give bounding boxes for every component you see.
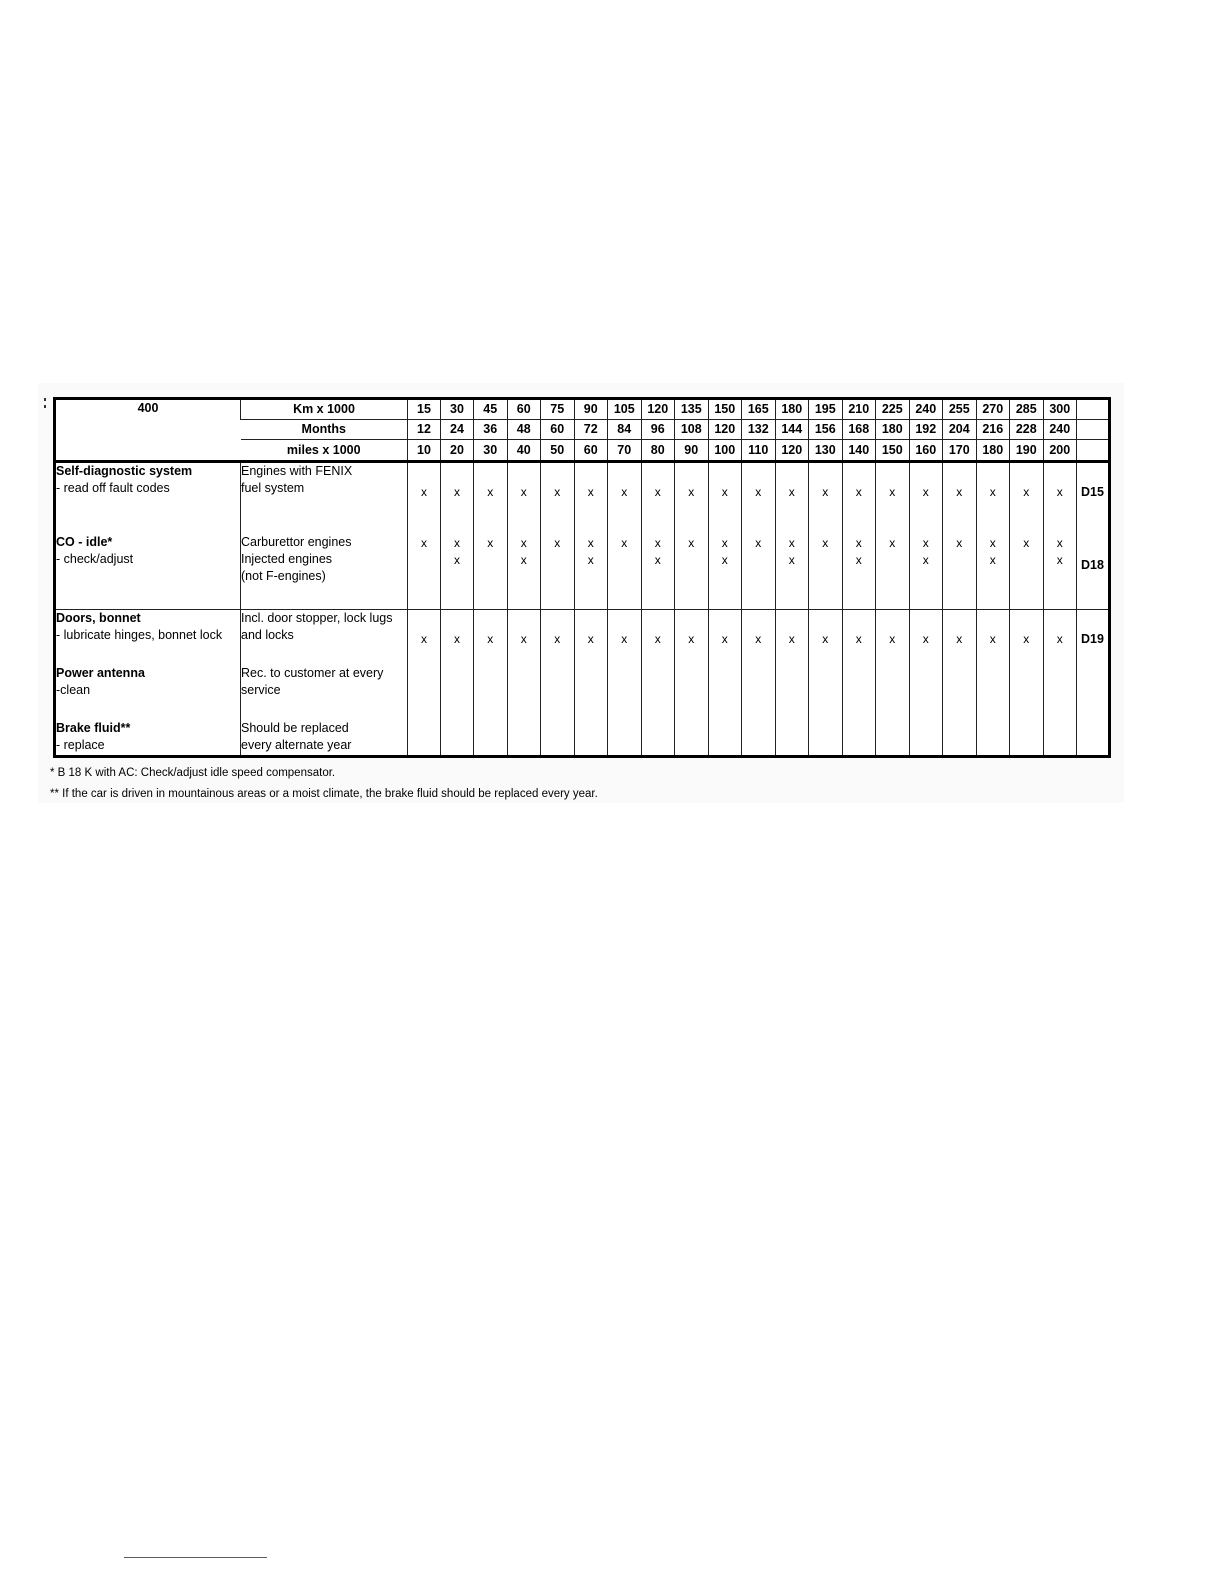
fenix-mark: x: [688, 485, 695, 499]
km-interval: 225: [876, 399, 910, 420]
fenix-mark: x: [454, 485, 460, 499]
carburettor-mark: x: [421, 536, 427, 550]
fenix-mark: x: [1056, 485, 1063, 499]
fenix-mark: x: [621, 485, 628, 499]
months-axis-label: Months: [241, 420, 408, 440]
condition-line: Incl. door stopper, lock lugs: [241, 611, 393, 625]
fenix-mark: x: [554, 485, 561, 499]
condition-line: Should be replaced: [241, 721, 349, 735]
miles-interval: 40: [507, 440, 541, 462]
task-subtitle: - replace: [56, 738, 105, 752]
interval-mark-cell: [842, 610, 876, 757]
task-title: Brake fluid**: [56, 721, 131, 735]
reference-code: D19: [1081, 632, 1104, 646]
fenix-mark: x: [956, 485, 963, 499]
interval-mark-cell: [507, 610, 541, 757]
carburettor-mark: x: [688, 536, 695, 550]
carburettor-mark: x: [855, 536, 862, 550]
interval-mark-cell: [574, 610, 608, 757]
task-title: Doors, bonnet: [56, 611, 141, 625]
condition-line: every alternate year: [241, 738, 352, 752]
km-interval: 165: [742, 399, 776, 420]
lubricate-mark: x: [520, 632, 527, 646]
km-interval: 30: [441, 399, 474, 420]
reference-code: D15: [1081, 485, 1104, 499]
injected-mark: x: [989, 553, 996, 567]
lubricate-mark: x: [956, 632, 963, 646]
task-subtitle: -clean: [56, 683, 91, 697]
interval-mark-cell: [742, 462, 776, 610]
interval-mark-cell: [775, 610, 809, 757]
lubricate-mark: x: [922, 632, 929, 646]
months-interval: 168: [842, 420, 876, 440]
interval-mark-cell: [809, 462, 843, 610]
miles-interval: 190: [1010, 440, 1044, 462]
miles-interval: 10: [408, 440, 441, 462]
months-interval: 156: [809, 420, 843, 440]
carburettor-mark: x: [587, 536, 594, 550]
interval-mark-cell: [541, 462, 575, 610]
miles-interval: 170: [943, 440, 977, 462]
ref-header-cell: [1077, 440, 1110, 462]
lubricate-mark: x: [688, 632, 695, 646]
km-interval: 60: [507, 399, 541, 420]
carburettor-mark: x: [956, 536, 963, 550]
interval-mark-cell: [909, 462, 943, 610]
margin-mark: [44, 398, 46, 401]
injected-mark: x: [922, 553, 929, 567]
miles-interval: 60: [574, 440, 608, 462]
maintenance-schedule-table: [53, 397, 1111, 758]
reference-code: D18: [1081, 558, 1104, 572]
miles-interval: 30: [474, 440, 508, 462]
footnote-2: ** If the car is driven in mountainous areas or a moist climate, the brake fluid should be replaced every year.: [50, 788, 598, 800]
months-interval: 180: [876, 420, 910, 440]
interval-mark-cell: [708, 462, 742, 610]
carburettor-mark: x: [989, 536, 996, 550]
miles-interval: 90: [675, 440, 709, 462]
miles-interval: 50: [541, 440, 575, 462]
lubricate-mark: x: [654, 632, 661, 646]
miles-interval: 200: [1043, 440, 1077, 462]
task-subtitle: - read off fault codes: [56, 481, 170, 495]
injected-mark: x: [721, 553, 728, 567]
fenix-mark: x: [855, 485, 862, 499]
interval-mark-cell: [1043, 462, 1077, 610]
carburettor-mark: x: [721, 536, 728, 550]
interval-mark-cell: [842, 462, 876, 610]
months-interval: 60: [541, 420, 575, 440]
carburettor-mark: x: [788, 536, 795, 550]
fenix-mark: x: [788, 485, 795, 499]
km-interval: 75: [541, 399, 575, 420]
lubricate-mark: x: [421, 632, 427, 646]
injected-mark: x: [587, 553, 594, 567]
injected-mark: x: [520, 553, 527, 567]
model-number: 400: [55, 399, 241, 462]
km-interval: 210: [842, 399, 876, 420]
months-interval: 108: [675, 420, 709, 440]
lubricate-mark: x: [721, 632, 728, 646]
miles-interval: 180: [976, 440, 1010, 462]
interval-mark-cell: [742, 610, 776, 757]
condition-line: fuel system: [241, 481, 305, 495]
condition-line: Injected engines: [241, 552, 333, 566]
fenix-mark: x: [755, 485, 762, 499]
carburettor-mark: x: [755, 536, 762, 550]
carburettor-mark: x: [822, 536, 829, 550]
carburettor-mark: x: [1023, 536, 1030, 550]
lubricate-mark: x: [487, 632, 494, 646]
miles-interval: 140: [842, 440, 876, 462]
fenix-mark: x: [421, 485, 427, 499]
miles-axis-label: miles x 1000: [241, 440, 408, 462]
fenix-mark: x: [721, 485, 728, 499]
km-interval: 240: [909, 399, 943, 420]
injected-mark: x: [788, 553, 795, 567]
condition-line: Engines with FENIX: [241, 464, 353, 478]
interval-mark-cell: [976, 462, 1010, 610]
interval-mark-cell: [1010, 610, 1044, 757]
condition-line: service: [241, 683, 281, 697]
fenix-mark: x: [654, 485, 661, 499]
interval-mark-cell: [675, 462, 709, 610]
months-interval: 204: [943, 420, 977, 440]
km-interval: 135: [675, 399, 709, 420]
months-interval: 228: [1010, 420, 1044, 440]
interval-mark-cell: [408, 462, 441, 610]
interval-mark-cell: [809, 610, 843, 757]
interval-mark-cell: [507, 462, 541, 610]
interval-mark-cell: [876, 462, 910, 610]
lubricate-mark: x: [554, 632, 561, 646]
carburettor-mark: x: [520, 536, 527, 550]
footnote-1: * B 18 K with AC: Check/adjust idle speed compensator.: [50, 767, 336, 779]
condition-line: Carburettor engines: [241, 535, 352, 549]
miles-interval: 110: [742, 440, 776, 462]
task-cell: [55, 610, 241, 757]
task-subtitle: - lubricate hinges, bonnet lock: [56, 628, 223, 642]
months-interval: 84: [608, 420, 642, 440]
fenix-mark: x: [520, 485, 527, 499]
km-interval: 120: [641, 399, 675, 420]
interval-mark-cell: [474, 610, 508, 757]
reference-cell: [1077, 610, 1110, 757]
interval-mark-cell: [943, 462, 977, 610]
injected-mark: x: [1056, 553, 1063, 567]
miles-interval: 100: [708, 440, 742, 462]
lubricate-mark: x: [889, 632, 896, 646]
interval-mark-cell: [675, 610, 709, 757]
interval-mark-cell: [876, 610, 910, 757]
interval-mark-cell: [574, 462, 608, 610]
months-interval: 192: [909, 420, 943, 440]
months-interval: 240: [1043, 420, 1077, 440]
interval-mark-cell: [441, 610, 474, 757]
lubricate-mark: x: [621, 632, 628, 646]
km-interval: 150: [708, 399, 742, 420]
km-interval: 45: [474, 399, 508, 420]
interval-mark-cell: [1043, 610, 1077, 757]
miles-interval: 120: [775, 440, 809, 462]
lubricate-mark: x: [822, 632, 829, 646]
months-interval: 48: [507, 420, 541, 440]
miles-interval: 160: [909, 440, 943, 462]
miles-interval: 130: [809, 440, 843, 462]
km-interval: 195: [809, 399, 843, 420]
carburettor-mark: x: [454, 536, 460, 550]
lubricate-mark: x: [1023, 632, 1030, 646]
months-interval: 120: [708, 420, 742, 440]
fenix-mark: x: [922, 485, 929, 499]
carburettor-mark: x: [621, 536, 628, 550]
injected-mark: x: [654, 553, 661, 567]
condition-line: (not F-engines): [241, 569, 326, 583]
task-cell: [55, 462, 241, 610]
ref-header-cell: [1077, 420, 1110, 440]
km-interval: 15: [408, 399, 441, 420]
fenix-mark: x: [487, 485, 494, 499]
lubricate-mark: x: [855, 632, 862, 646]
km-axis-label: Km x 1000: [241, 399, 408, 420]
interval-mark-cell: [608, 462, 642, 610]
months-interval: 72: [574, 420, 608, 440]
task-subtitle: - check/adjust: [56, 552, 134, 566]
km-interval: 90: [574, 399, 608, 420]
months-interval: 12: [408, 420, 441, 440]
lubricate-mark: x: [755, 632, 762, 646]
interval-mark-cell: [408, 610, 441, 757]
interval-mark-cell: [608, 610, 642, 757]
carburettor-mark: x: [889, 536, 896, 550]
km-interval: 255: [943, 399, 977, 420]
ref-header-cell: [1077, 399, 1110, 420]
km-interval: 300: [1043, 399, 1077, 420]
lubricate-mark: x: [989, 632, 996, 646]
lubricate-mark: x: [1056, 632, 1063, 646]
interval-mark-cell: [909, 610, 943, 757]
km-interval: 270: [976, 399, 1010, 420]
km-interval: 180: [775, 399, 809, 420]
carburettor-mark: x: [554, 536, 561, 550]
interval-mark-cell: [474, 462, 508, 610]
interval-mark-cell: [641, 610, 675, 757]
interval-mark-cell: [1010, 462, 1044, 610]
fenix-mark: x: [822, 485, 829, 499]
condition-cell: [241, 610, 408, 757]
margin-mark: [44, 405, 46, 408]
miles-interval: 20: [441, 440, 474, 462]
miles-interval: 80: [641, 440, 675, 462]
months-interval: 144: [775, 420, 809, 440]
condition-cell: [241, 462, 408, 610]
months-interval: 96: [641, 420, 675, 440]
miles-interval: 70: [608, 440, 642, 462]
interval-mark-cell: [541, 610, 575, 757]
interval-mark-cell: [641, 462, 675, 610]
fenix-mark: x: [1023, 485, 1030, 499]
carburettor-mark: x: [1056, 536, 1063, 550]
injected-mark: x: [454, 553, 460, 567]
reference-cell: [1077, 462, 1110, 610]
injected-mark: x: [855, 553, 862, 567]
task-title: Power antenna: [56, 666, 145, 680]
carburettor-mark: x: [922, 536, 929, 550]
miles-interval: 150: [876, 440, 910, 462]
interval-mark-cell: [976, 610, 1010, 757]
condition-line: and locks: [241, 628, 294, 642]
lubricate-mark: x: [454, 632, 460, 646]
fenix-mark: x: [989, 485, 996, 499]
carburettor-mark: x: [487, 536, 494, 550]
carburettor-mark: x: [654, 536, 661, 550]
lubricate-mark: x: [788, 632, 795, 646]
months-interval: 216: [976, 420, 1010, 440]
km-interval: 105: [608, 399, 642, 420]
months-interval: 132: [742, 420, 776, 440]
task-title: Self-diagnostic system: [56, 464, 193, 478]
fenix-mark: x: [587, 485, 594, 499]
condition-line: Rec. to customer at every: [241, 666, 384, 680]
months-interval: 36: [474, 420, 508, 440]
task-title: CO - idle*: [56, 535, 113, 549]
km-interval: 285: [1010, 399, 1044, 420]
interval-mark-cell: [775, 462, 809, 610]
interval-mark-cell: [943, 610, 977, 757]
months-interval: 24: [441, 420, 474, 440]
interval-mark-cell: [441, 462, 474, 610]
fenix-mark: x: [889, 485, 896, 499]
interval-mark-cell: [708, 610, 742, 757]
divider-line: [124, 1557, 267, 1558]
lubricate-mark: x: [587, 632, 594, 646]
